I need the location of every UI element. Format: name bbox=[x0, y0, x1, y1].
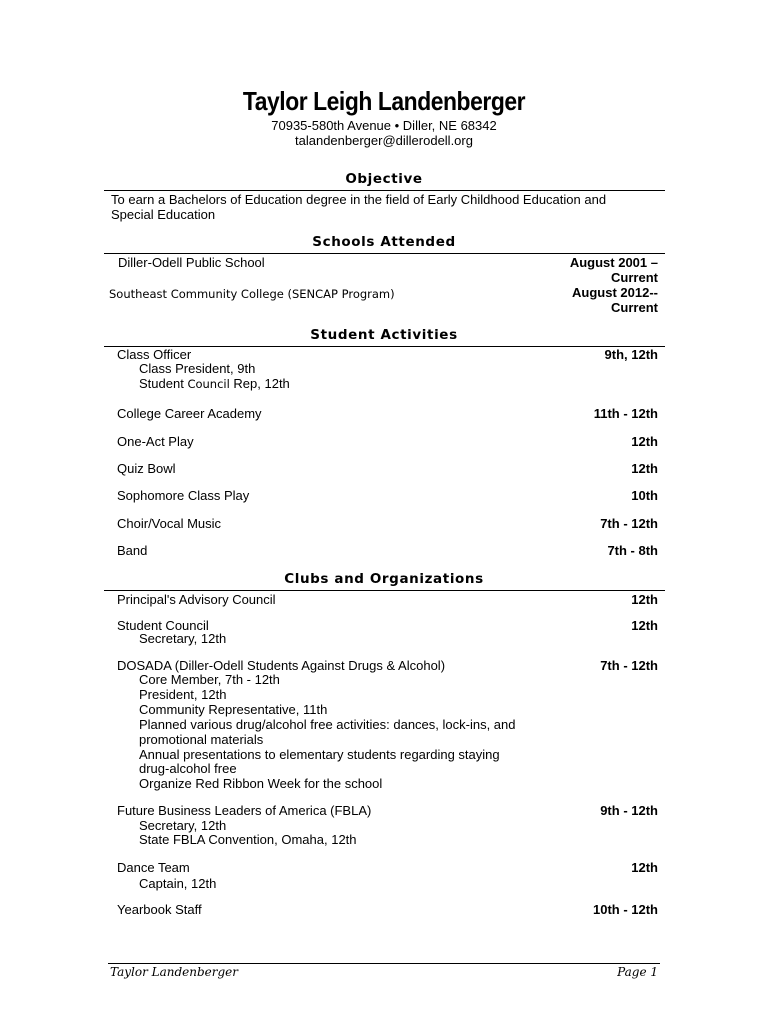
objective-line-2: Special Education bbox=[111, 207, 216, 222]
club-label: Dance Team bbox=[117, 860, 190, 875]
club-detail: Core Member, 7th - 12th bbox=[139, 672, 280, 687]
schools-title: Schools Attended bbox=[312, 234, 456, 250]
school-name: Southeast Community College (SENCAP Program) bbox=[109, 287, 395, 301]
club-years: 12th bbox=[631, 860, 658, 875]
section-divider bbox=[104, 190, 665, 191]
club-detail: Captain, 12th bbox=[139, 876, 217, 891]
club-detail: promotional materials bbox=[139, 732, 264, 747]
school-date-end: Current bbox=[611, 270, 658, 285]
club-label: Student Council bbox=[117, 618, 209, 633]
club-detail: Planned various drug/alcohol free activities: dances, lock-ins, and bbox=[139, 717, 516, 732]
activity-years: 7th - 12th bbox=[600, 516, 658, 531]
school-name: Diller-Odell Public School bbox=[118, 255, 265, 270]
activity-years: 7th - 8th bbox=[607, 543, 658, 558]
club-detail: Organize Red Ribbon Week for the school bbox=[139, 776, 383, 791]
section-divider bbox=[104, 590, 665, 591]
activity-label: Band bbox=[117, 543, 148, 558]
club-years: 7th - 12th bbox=[600, 658, 658, 673]
club-years: 12th bbox=[631, 618, 658, 633]
club-detail: drug-alcohol free bbox=[139, 761, 237, 776]
address-line: 70935-580th Avenue • Diller, NE 68342 bbox=[271, 118, 497, 133]
objective-line-1: To earn a Bachelors of Education degree in the field of Early Childhood Education and bbox=[111, 192, 607, 207]
page-number: Page 1 bbox=[617, 965, 658, 979]
club-detail: President, 12th bbox=[139, 687, 227, 702]
club-detail: Secretary, 12th bbox=[139, 631, 227, 646]
activity-label: College Career Academy bbox=[117, 406, 262, 421]
school-date-start: August 2001 – bbox=[569, 255, 658, 270]
activity-detail: Class President, 9th bbox=[139, 361, 256, 376]
footer-name: Taylor Landenberger bbox=[110, 965, 239, 979]
activity-years: 10th bbox=[631, 488, 658, 503]
activity-years: 11th - 12th bbox=[593, 406, 658, 421]
school-date-start: August 2012-- bbox=[572, 285, 658, 300]
club-label: Yearbook Staff bbox=[117, 902, 202, 917]
activity-detail-part: Council bbox=[187, 377, 230, 391]
club-label: DOSADA (Diller-Odell Students Against Drugs & Alcohol) bbox=[117, 658, 446, 673]
resume-name: Taylor Leigh Landenberger bbox=[242, 86, 526, 116]
activity-label: Quiz Bowl bbox=[117, 461, 176, 476]
club-detail: State FBLA Convention, Omaha, 12th bbox=[139, 832, 357, 847]
email-line: talandenberger@dillerodell.org bbox=[295, 133, 473, 148]
activity-detail-part: Rep, 12th bbox=[229, 376, 290, 391]
objective-title: Objective bbox=[345, 171, 423, 187]
activity-years: 12th bbox=[631, 434, 658, 449]
club-years: 9th - 12th bbox=[600, 803, 658, 818]
club-years: 10th - 12th bbox=[592, 902, 658, 917]
school-date-end: Current bbox=[611, 300, 658, 315]
footer-divider bbox=[108, 963, 660, 964]
club-detail: Annual presentations to elementary students regarding staying bbox=[139, 747, 500, 762]
club-detail: Secretary, 12th bbox=[139, 818, 227, 833]
club-label: Future Business Leaders of America (FBLA) bbox=[117, 803, 372, 818]
activity-label: Sophomore Class Play bbox=[117, 488, 250, 503]
activity-detail bbox=[139, 376, 290, 392]
activity-detail-part: Student bbox=[139, 376, 188, 391]
section-divider bbox=[104, 253, 665, 254]
club-years: 12th bbox=[631, 592, 658, 607]
clubs-title: Clubs and Organizations bbox=[284, 571, 484, 587]
activity-years: 12th bbox=[631, 461, 658, 476]
activity-label: Class Officer bbox=[117, 347, 192, 362]
club-detail: Community Representative, 11th bbox=[139, 702, 328, 717]
club-label: Principal's Advisory Council bbox=[117, 592, 276, 607]
activity-years: 9th, 12th bbox=[604, 347, 658, 362]
activities-title: Student Activities bbox=[310, 327, 458, 343]
activity-label: Choir/Vocal Music bbox=[117, 516, 222, 531]
activity-label: One-Act Play bbox=[117, 434, 194, 449]
